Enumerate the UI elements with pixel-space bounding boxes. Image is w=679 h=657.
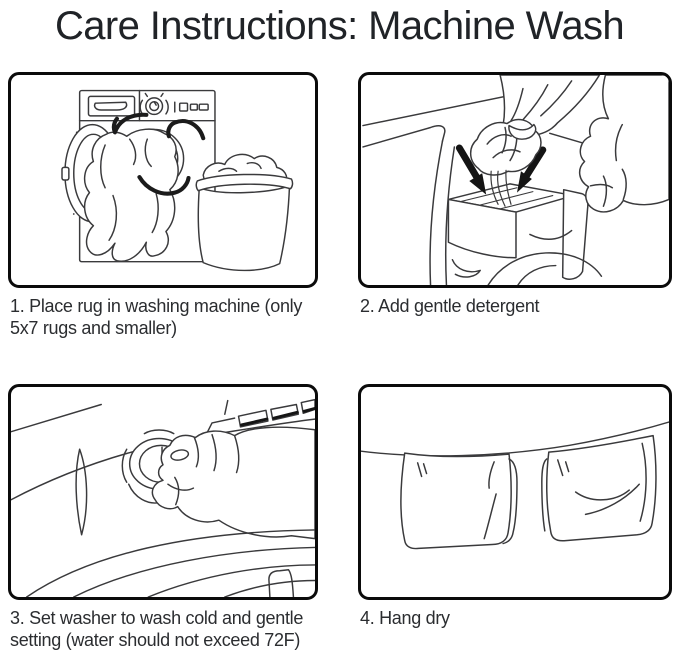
caption-line: 2. Add gentle detergent	[360, 296, 540, 316]
steps-grid	[0, 72, 679, 651]
step-3	[8, 384, 318, 651]
caption-line: 3. Set washer to wash cold and gentle	[10, 608, 304, 628]
step-4-panel	[358, 384, 672, 600]
step-1-panel	[8, 72, 318, 288]
step-2-caption	[358, 295, 672, 317]
gripping-hand	[580, 75, 669, 212]
turning-hand	[152, 427, 315, 538]
towel-left	[401, 453, 517, 548]
step-4-caption	[358, 607, 672, 629]
step-1-caption	[8, 295, 318, 339]
page-title: Care Instructions: Machine Wash	[54, 4, 625, 48]
step-3-caption	[8, 607, 318, 651]
laundry-basket	[196, 154, 292, 270]
washing-machine-rug-illustration	[11, 75, 315, 285]
step-1	[8, 72, 318, 384]
caption-line: 5x7 rugs and smaller)	[10, 318, 177, 338]
caption-line: 4. Hang dry	[360, 608, 450, 628]
step-3-panel	[8, 384, 318, 600]
step-2	[358, 72, 672, 384]
caption-line: setting (water should not exceed 72F)	[10, 630, 301, 650]
caption-line: 1. Place rug in washing machine (only	[10, 296, 303, 316]
set-dial-illustration	[11, 387, 315, 597]
add-detergent-illustration	[361, 75, 669, 285]
detergent-drawer	[448, 184, 601, 285]
hang-dry-illustration	[361, 387, 669, 597]
step-4	[358, 384, 672, 651]
towel-right	[542, 436, 656, 541]
step-2-panel	[358, 72, 672, 288]
door-arcs	[27, 530, 315, 597]
